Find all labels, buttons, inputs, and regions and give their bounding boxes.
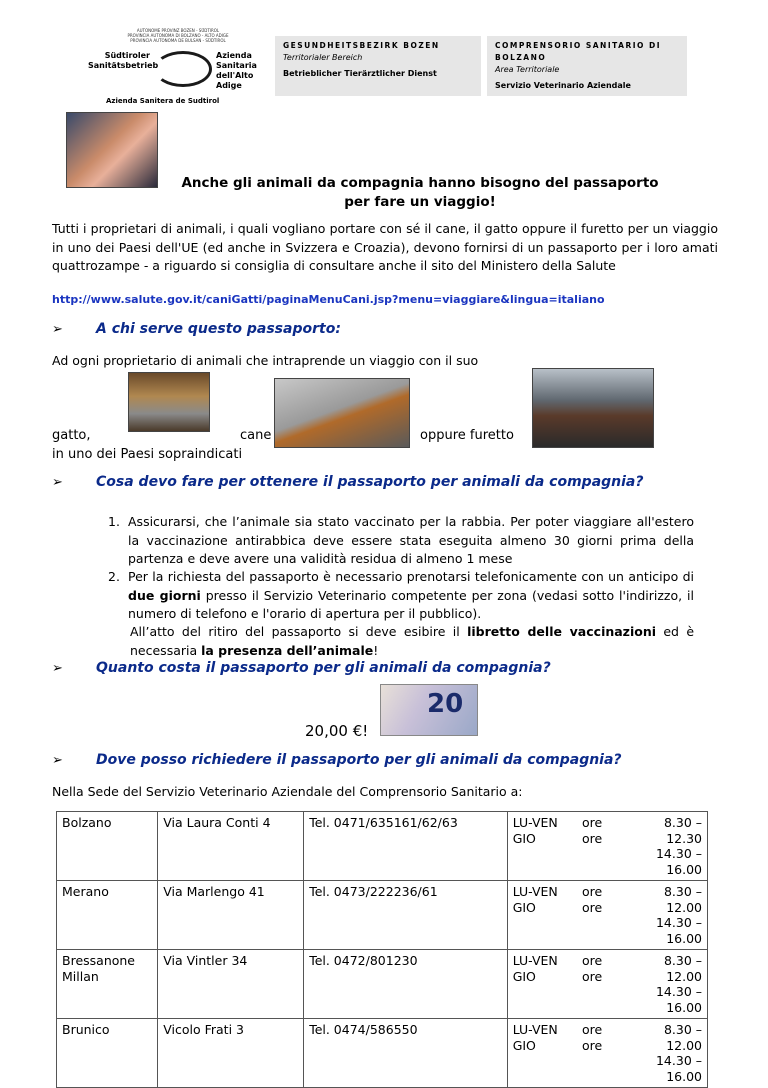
office-city-cell: Bolzano (57, 812, 158, 881)
step-2-bold: due giorni (128, 587, 201, 603)
page-title (160, 174, 680, 212)
office-address-cell: Vicolo Frati 3 (158, 1019, 304, 1088)
logo-names (88, 51, 268, 91)
ministry-link[interactable]: http://www.salute.gov.it/caniGatti/paginaMenuCani.jsp?menu=viaggiare&lingua=italiano (52, 293, 605, 306)
office-days: LU-VEN (512, 815, 558, 830)
office-ore: ore (581, 884, 603, 899)
office-phone-cell: Tel. 0471/635161/62/63 (304, 812, 508, 881)
office-days: GIO (512, 899, 536, 915)
office-ore: ore (581, 1022, 603, 1037)
step-2-text-b: presso il Servizio Veterinario competente per zona (vedasi sotto l'indirizzo, il numero di telefono e l'orario di apertura per il pubblico). (128, 587, 694, 621)
office-days: GIO (512, 968, 536, 984)
header-box-de (275, 36, 481, 96)
office-days-cell (507, 812, 577, 881)
step-1-number: 1. (108, 514, 120, 529)
section-where-text: Nella Sede del Servizio Veterinario Aziendale del Comprensorio Sanitario a: (52, 784, 523, 799)
logo-line-1: AUTONOME PROVINZ BOZEN - SÜDTIROL (136, 28, 220, 33)
office-ore: ore (581, 968, 603, 984)
note-bold-1: libretto delle vaccinazioni (467, 624, 657, 639)
logo-line-2: PROVINCIA AUTONOMA DI BOLZANO - ALTO ADIGE (127, 33, 229, 38)
section-heading-cost: Quanto costa il passaporto per gli animali da compagnia? (96, 660, 551, 676)
office-hours-cell (620, 950, 708, 1019)
label-furetto: oppure furetto (420, 428, 514, 443)
logo-name-de: Südtiroler Sanitätsbetrieb (88, 51, 159, 70)
header-de-area: Territorialer Bereich (283, 53, 363, 62)
table-row (57, 950, 708, 1019)
step-2 (108, 568, 694, 624)
office-address-cell: Via Vintler 34 (158, 950, 304, 1019)
offices-table (56, 811, 708, 1088)
organization-logo (88, 28, 268, 110)
office-days-cell (507, 881, 577, 950)
office-hours-cell (620, 1019, 708, 1088)
office-days: GIO (512, 1037, 536, 1053)
pickup-note (130, 623, 694, 660)
header-it-service: Servizio Veterinario Aziendale (495, 81, 631, 90)
office-hours: 14.30 – 16.00 (655, 915, 702, 946)
title-line-1: Anche gli animali da compagnia hanno bisogno del passaporto (181, 175, 659, 191)
office-ore: ore (581, 953, 603, 968)
header-de-title: GESUNDHEITSBEZIRK BOZEN (283, 41, 440, 50)
table-row (57, 881, 708, 950)
header-box-it (487, 36, 687, 96)
table-row (57, 1019, 708, 1088)
logo-name-lad: Azienda Sanitera de Sudtirol (106, 97, 220, 105)
office-hours: 8.30 – 12.30 (663, 815, 702, 846)
header-it-area: Area Territoriale (495, 65, 560, 74)
office-ore: ore (581, 899, 603, 915)
office-ore: ore (581, 1037, 603, 1053)
ferret-in-car-photo (532, 368, 654, 448)
step-2-text-a: Per la richiesta del passaporto è necessario prenotarsi telefonicamente con un anticipo di (128, 569, 694, 584)
office-ore: ore (581, 830, 603, 846)
note-text-a: All’atto del ritiro del passaporto si deve esibire il (130, 624, 468, 639)
label-cane: cane (240, 428, 272, 443)
note-bold-2: la presenza dell’animale (201, 642, 374, 658)
office-city-cell: Merano (57, 881, 158, 950)
intro-text: Tutti i proprietari di animali, i quali vogliano portare con sé il cane, il gatto oppure il furetto per un viaggio in uno dei Paesi dell'UE (ed anche in Svizzera e Croazia), devono fornirsi di un passaporto per i loro amati quattrozampe - a riguardo si consiglia di consultare anche il sito del Ministero della Salute (52, 221, 718, 273)
note-text-c: ! (373, 642, 379, 658)
logo-top-line (88, 28, 268, 43)
section-heading-who: A chi serve questo passaporto: (96, 321, 341, 337)
office-phone-cell: Tel. 0473/222236/61 (304, 881, 508, 950)
cat-in-suitcase-photo (128, 372, 210, 432)
office-days: LU-VEN (512, 884, 558, 899)
office-hours: 8.30 – 12.00 (663, 884, 702, 915)
office-hours: 14.30 – 16.00 (655, 1053, 702, 1084)
office-days-cell (507, 1019, 577, 1088)
step-1-text: Assicurarsi, che l’animale sia stato vaccinato per la rabbia. Per poter viaggiare all'estero la vaccinazione antirabbica deve essere stata eseguita almeno 30 giorni prima della partenza e deve avere una validità residua di almeno 1 mese (128, 514, 694, 566)
bullet-icon: ➢ (52, 661, 63, 676)
office-days: GIO (512, 830, 536, 846)
euro-banknote-icon (380, 684, 478, 736)
title-line-2: per fare un viaggio! (344, 194, 496, 210)
office-city-cell: Brunico (57, 1019, 158, 1088)
office-phone-cell: Tel. 0472/801230 (304, 950, 508, 1019)
price: 20,00 €! (305, 722, 369, 740)
logo-name-it: Azienda Sanitaria dell'Alto Adige (216, 51, 257, 90)
office-days-cell (507, 950, 577, 1019)
table-row (57, 812, 708, 881)
banknote-value: 20 (427, 689, 464, 719)
bullet-icon: ➢ (52, 475, 63, 490)
office-phone-cell: Tel. 0474/586550 (304, 1019, 508, 1088)
header-de-service: Betrieblicher Tierärztlicher Dienst (283, 69, 437, 78)
section-who-tail: in uno dei Paesi sopraindicati (52, 447, 243, 462)
office-hours-cell (620, 812, 708, 881)
office-hours-cell (620, 881, 708, 950)
office-hours: 14.30 – 16.00 (655, 846, 702, 877)
dog-beside-car-photo (274, 378, 410, 448)
office-address-cell: Via Marlengo 41 (158, 881, 304, 950)
office-hours: 8.30 – 12.00 (663, 1022, 702, 1053)
office-ore-cell (577, 1019, 620, 1088)
office-city-cell: Bressanone Millan (57, 950, 158, 1019)
section-heading-how: Cosa devo fare per ottenere il passaporto per animali da compagnia? (96, 474, 644, 490)
office-hours: 8.30 – 12.00 (663, 953, 702, 984)
step-2-number: 2. (108, 569, 120, 584)
dog-with-suitcase-photo (66, 112, 158, 188)
office-ore: ore (581, 815, 603, 830)
logo-emblem-icon (154, 51, 212, 87)
office-days: LU-VEN (512, 953, 558, 968)
bullet-icon: ➢ (52, 753, 63, 768)
office-ore-cell (577, 881, 620, 950)
label-gatto: gatto, (52, 428, 91, 443)
office-ore-cell (577, 950, 620, 1019)
bullet-icon: ➢ (52, 322, 63, 337)
office-hours: 14.30 – 16.00 (655, 984, 702, 1015)
note-text-b: ed è necessaria (130, 624, 695, 658)
section-who-text: Ad ogni proprietario di animali che intraprende un viaggio con il suo (52, 353, 479, 368)
office-address-cell: Via Laura Conti 4 (158, 812, 304, 881)
section-heading-where: Dove posso richiedere il passaporto per gli animali da compagnia? (96, 752, 622, 768)
header-it-title: COMPRENSORIO SANITARIO DI BOLZANO (495, 41, 662, 62)
logo-line-3: PROVINCIA AUTONOMA DE BULSAN - SÜDTIROL (130, 38, 226, 43)
office-ore-cell (577, 812, 620, 881)
step-1 (108, 513, 694, 569)
office-days: LU-VEN (512, 1022, 558, 1037)
